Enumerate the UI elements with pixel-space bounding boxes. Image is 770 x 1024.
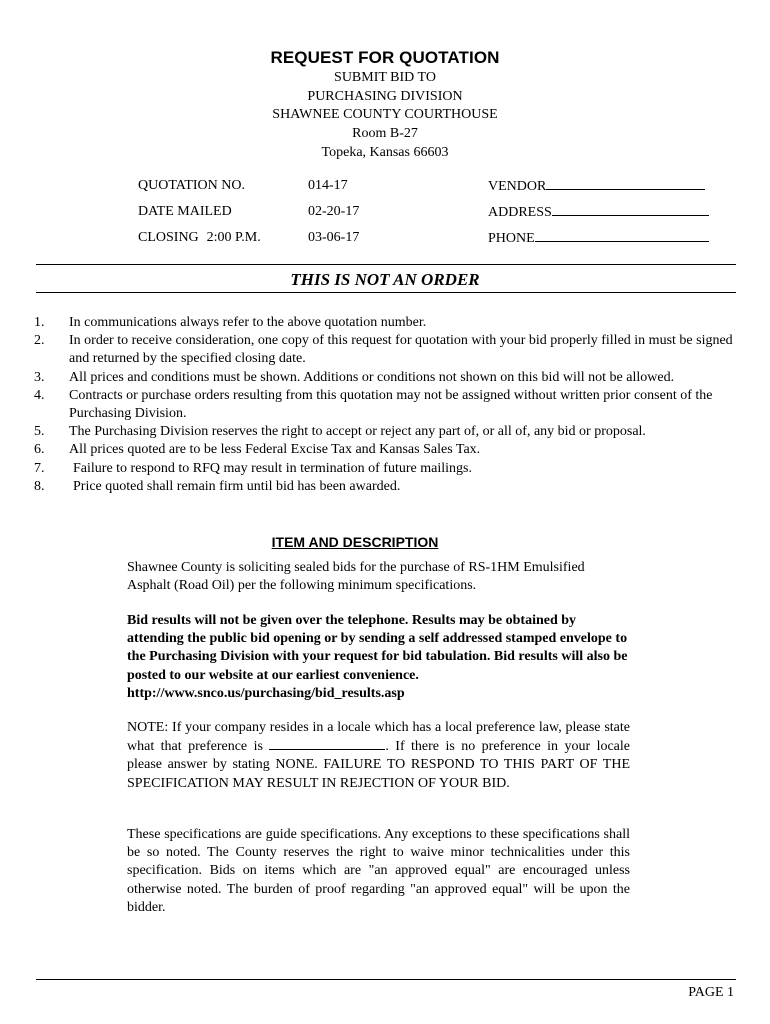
bid-results-text: Bid results will not be given over the telephone. Results may be obtained by attending the public bid opening or by sending a self addressed stamped envelope to the Purchasing Division with your request for bid tabulation. Bid results will also be posted to our website at our earliest convenience. [127,613,628,683]
phone-blank-line [535,227,709,242]
document-title: REQUEST FOR QUOTATION [270,48,500,67]
bid-results-url[interactable]: http://www.snco.us/purchasing/bid_results.asp [127,685,405,701]
date-mailed-value: 02-20-17 [308,204,360,219]
vendor-field[interactable] [488,175,705,198]
list-item: 3. All prices and conditions must be shown. Additions or conditions not shown on this bid will not be allowed. [34,369,675,385]
list-item: 4. Contracts or purchase orders resulting from this quotation may not be assigned without written prior consent of the Purchasing Division. [34,387,713,422]
specifications-paragraph: These specifications are guide specifications. Any exceptions to these specifications shall be so noted. The County reserves the right to waive minor technicalities under this specification. Bids on items which are "an approved equal" are encouraged unless otherwise noted. The burden of proof regarding "an approved equal" will be upon the bidder. [127,827,630,915]
closing-label: CLOSING [138,230,199,245]
quotation-row [138,175,738,201]
footer-divider [36,979,736,980]
list-item: 8. Price quoted shall remain firm until bid has been awarded. [34,478,401,494]
note-text-after: . If there is no preference in your locale please answer by stating NONE. FAILURE TO RESPOND TO THIS PART OF THE SPECIFICATION MAY RESULT IN REJECTION OF YOUR BID. [127,739,630,791]
address-blank-line [552,201,709,216]
terms-list [34,314,734,496]
divider-bottom [36,292,736,293]
page-number: PAGE 1 [688,985,734,1000]
date-mailed-label: DATE MAILED [138,204,232,219]
quotation-number-value: 014-17 [308,178,348,193]
list-item: 2. In order to receive consideration, one copy of this request for quotation with your bid properly filled in must be signed and returned by the specified closing date. [34,333,733,367]
item-description-heading: ITEM AND DESCRIPTION [271,534,439,550]
note-text-before: NOTE: If your company resides in a locale which has a local preference law, please state what that preference is [127,720,630,755]
date-mailed-row [138,201,738,227]
phone-label: PHONE [488,231,535,246]
vendor-blank-line [546,175,705,190]
list-item: 5. The Purchasing Division reserves the right to accept or reject any part of, or all of, any bid or proposal. [34,424,646,440]
phone-field[interactable] [488,227,709,250]
not-an-order-heading: THIS IS NOT AN ORDER [290,270,480,289]
address-field[interactable] [488,201,709,224]
preference-blank-line[interactable] [269,737,385,750]
closing-row [138,227,738,253]
quotation-number-label: QUOTATION NO. [138,178,245,193]
address-label: ADDRESS [488,205,552,220]
closing-date-value: 03-06-17 [308,230,360,245]
item-intro-paragraph: Shawnee County is soliciting sealed bids for the purchase of RS-1HM Emulsified Asphalt (Road Oil) per the following minimum specifications. [127,560,585,594]
document-header [0,47,770,163]
address-line-submit: SUBMIT BID TO [334,70,436,85]
list-item: 6. All prices quoted are to be less Federal Excise Tax and Kansas Sales Tax. [34,442,481,458]
closing-label-group [138,227,261,249]
address-line-courthouse: SHAWNEE COUNTY COURTHOUSE [272,107,498,123]
quotation-info [138,175,738,253]
address-line-city: Topeka, Kansas 66603 [321,144,449,160]
list-item: 1. In communications always refer to the above quotation number. [34,315,427,330]
closing-time: 2:00 P.M. [206,230,261,245]
list-item: 7. Failure to respond to RFQ may result in termination of future mailings. [34,460,472,476]
address-line-room: Room B-27 [352,126,418,142]
divider-top [36,264,736,265]
vendor-label: VENDOR [488,179,547,194]
address-line-division: PURCHASING DIVISION [307,88,463,104]
note-paragraph [127,719,630,793]
bid-results-paragraph [127,612,630,703]
